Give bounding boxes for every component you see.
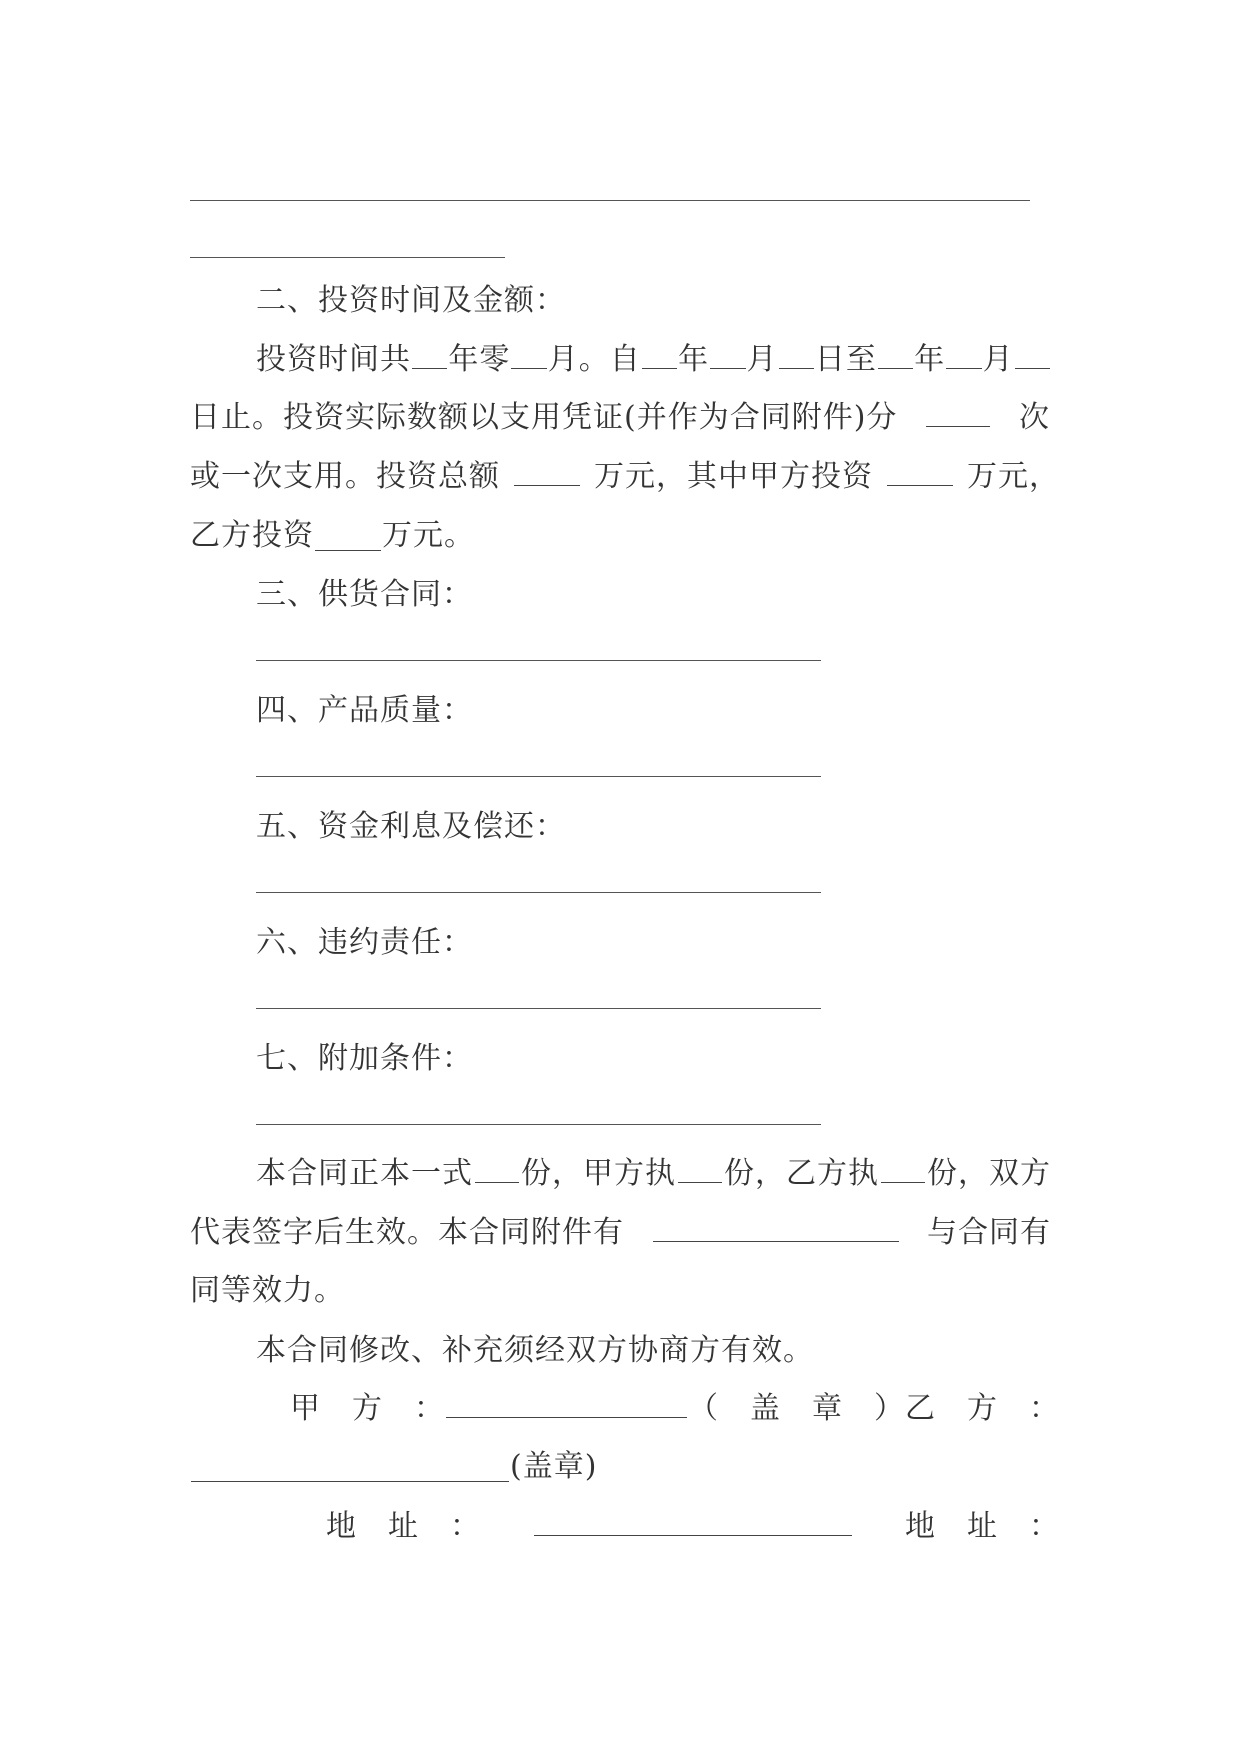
blank-line-section-5: [256, 892, 821, 893]
blank-line-top-2: [190, 257, 505, 258]
party-b-label: 乙 方 ：: [905, 1391, 1060, 1426]
text: 日止。投资实际数额以支用凭证(并作为合同附件)分: [190, 400, 898, 435]
blank-times: [926, 398, 990, 427]
party-b-signature-blank: [191, 1453, 509, 1482]
text: 年: [678, 342, 710, 377]
text: 月。自: [547, 342, 641, 377]
section-2-title: 二、投资时间及金额：: [256, 283, 566, 318]
signature-line-3: [326, 1507, 1060, 1547]
text: 日至: [814, 342, 877, 377]
text: 乙方投资: [190, 518, 314, 553]
blank-line-section-7: [256, 1124, 821, 1125]
blank-end-year: [878, 340, 913, 369]
blank-end-day: [1015, 340, 1050, 369]
blank-start-day: [779, 340, 814, 369]
blank-party-a-amount: [887, 457, 953, 486]
address-b-label: 地 址 ：: [905, 1509, 1060, 1544]
blank-party-b-copies: [881, 1154, 925, 1183]
section-5-title: 五、资金利息及偿还：: [256, 809, 566, 844]
text: 代表签字后生效。本合同附件有: [190, 1215, 624, 1250]
section-3-title: 三、供货合同：: [256, 577, 473, 612]
text: 万元，: [967, 459, 1060, 494]
text: 本合同正本一式: [256, 1156, 473, 1191]
closing-line-2: [190, 1213, 1051, 1253]
section-4-title: 四、产品质量：: [256, 693, 473, 728]
text: 万元。: [382, 518, 475, 553]
signature-line-2: [190, 1447, 597, 1487]
blank-total-amount: [514, 457, 580, 486]
address-a-blank: [534, 1507, 852, 1536]
blank-end-month: [946, 340, 981, 369]
blank-copies: [475, 1154, 519, 1183]
section-2-line-3: [190, 457, 1060, 497]
closing-line-4: 本合同修改、补充须经双方协商方有效。: [256, 1333, 814, 1368]
party-a-seal: （ 盖 章 ）: [688, 1391, 905, 1426]
text: 份，甲方执: [521, 1156, 676, 1191]
section-2-line-1: [256, 340, 1051, 380]
blank-party-b-amount: [315, 522, 381, 551]
section-2-line-4: [190, 516, 475, 556]
text: 份，双方: [927, 1156, 1051, 1191]
blank-months: [511, 340, 546, 369]
blank-line-section-3: [256, 660, 821, 661]
address-a-label: 地 址 ：: [326, 1509, 481, 1544]
blank-start-year: [642, 340, 677, 369]
text: 与合同有: [927, 1215, 1051, 1250]
party-a-label: 甲 方 ：: [290, 1391, 445, 1426]
blank-attachments: [653, 1213, 899, 1242]
text: 或一次支用。投资总额: [190, 459, 500, 494]
party-b-seal: (盖章): [510, 1449, 598, 1484]
blank-years: [412, 340, 447, 369]
text: 年零: [448, 342, 511, 377]
blank-line-top-1: [190, 200, 1030, 201]
text: 次: [1018, 400, 1050, 435]
signature-line-1: [290, 1389, 1060, 1429]
section-2-line-2: [190, 398, 1050, 438]
party-a-signature-blank: [446, 1389, 687, 1418]
section-6-title: 六、违约责任：: [256, 925, 473, 960]
blank-line-section-4: [256, 776, 821, 777]
text: 投资时间共: [256, 342, 411, 377]
blank-start-month: [710, 340, 745, 369]
blank-party-a-copies: [678, 1154, 722, 1183]
text: 万元，其中甲方投资: [594, 459, 873, 494]
text: 月: [746, 342, 778, 377]
blank-line-section-6: [256, 1008, 821, 1009]
text: 月: [982, 342, 1014, 377]
closing-line-1: [256, 1154, 1051, 1194]
text: 年: [914, 342, 946, 377]
text: 份，乙方执: [724, 1156, 879, 1191]
section-7-title: 七、附加条件：: [256, 1041, 473, 1076]
closing-line-3: 同等效力。: [190, 1273, 345, 1308]
